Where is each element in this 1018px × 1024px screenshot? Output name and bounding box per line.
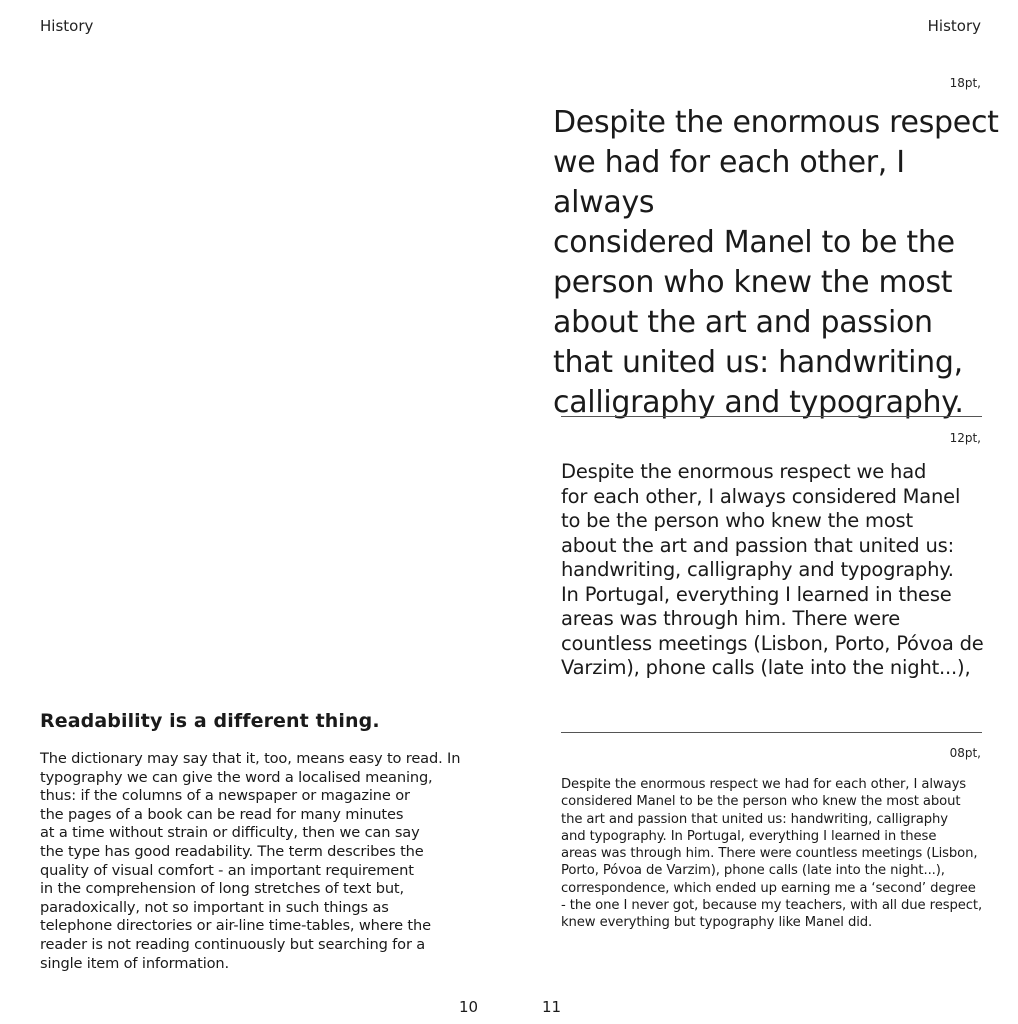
page-number-right: 11 [542,998,562,1016]
size-label-18pt: 18pt, [949,76,981,90]
sample-text-18pt: Despite the enormous respect we had for each other, I always considered Manel to be the person who knew the most about the art and passion that united us: handwriting, calligraphy and typography. [553,105,999,420]
running-title-right: History [927,17,981,35]
size-label-08pt: 08pt, [949,746,981,760]
size-label-12pt: 12pt, [949,431,981,445]
body-paragraph: The dictionary may say that it, too, means easy to read. In typography we can give the word a localised meaning, thus: if the columns of a newspaper or magazine or the pages of a book can be read for many minutes at a time without strain or difficulty, then we can say the type has good readability. The term describes the quality of visual comfort - an important requirement in the comprehension of long stretches of text but, paradoxically, not so important in such things as telephone directories or air-line time-tables, where the reader is not reading continuously but searching for a single item of information. [40,750,461,972]
sample-text-08pt: Despite the enormous respect we had for each other, I always considered Manel to be the person who knew the most about the art and passion that united us: handwriting, calligraphy and typography. In Portugal, everything I learned in these areas was through him. There were countless meetings (Lisbon, Porto, Póvoa de Varzim), phone calls (late into the night...), correspondence, which ended up earning me a ‘second’ degree - the one I never got, because my teachers, with all due respect, knew everything but typography like Manel did. [561,777,983,931]
divider-rule-2 [561,732,982,733]
running-title-left: History [40,17,94,35]
page-number-left: 10 [459,998,479,1016]
section-heading: Readability is a different thing. [40,710,380,732]
sample-text-12pt: Despite the enormous respect we had for each other, I always considered Manel to be the person who knew the most about the art and passion that united us: handwriting, calligraphy and typography. In Portugal, everything I learned in these areas was through him. There were countless meetings (Lisbon, Porto, Póvoa de Varzim), phone calls (late into the night...), [561,460,984,679]
divider-rule-1 [561,416,982,417]
